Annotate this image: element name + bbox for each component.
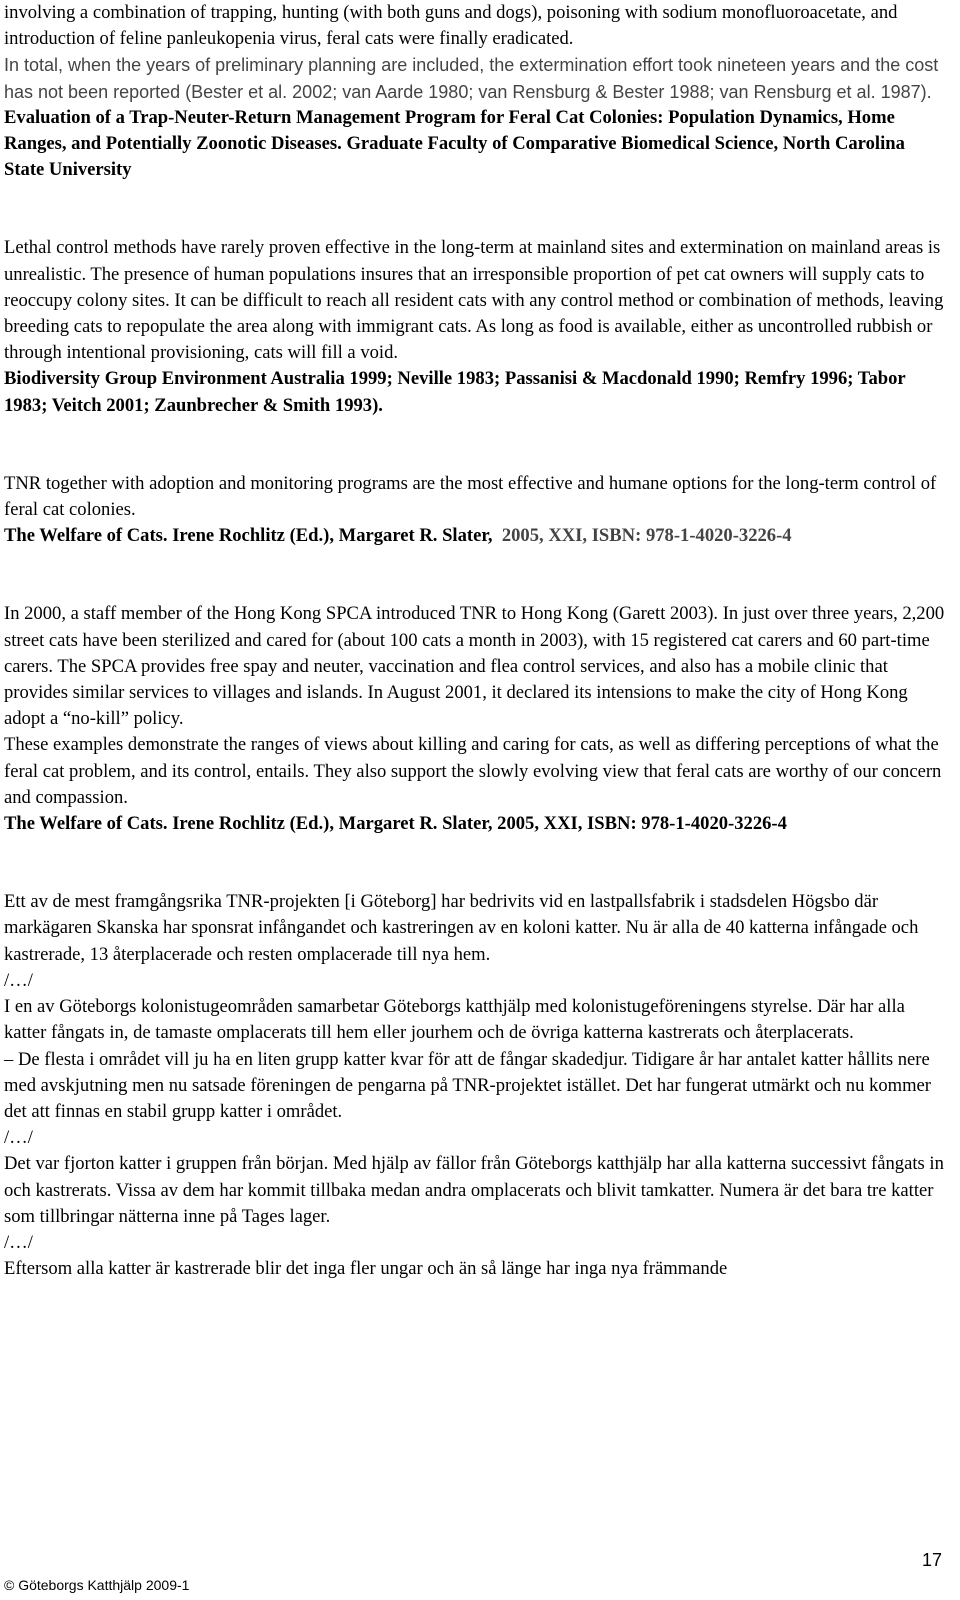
paragraph-lethal-control: Lethal control methods have rarely proven effective in the long-term at mainland sites and extermination on mainland areas is unrealistic. The presence of human populations insures that an irresponsible proportion of pet cat owners will supply cats to reoccupy colony sites. It can be difficult to reach all resident cats with any control method or combination of methods, leaving breeding cats to repopulate the area along with immigrant cats. As long as food is available, either as uncontrolled rubbish or through intentional provisioning, cats will fill a void. <box>4 237 944 364</box>
source-citation-biodiversity: Biodiversity Group Environment Australia 1999; Neville 1983; Passanisi & Macdonald 1990; Remfry 1996; Tabor 1983; Veitch 2001; Zaunbrecher & Smith 1993). <box>4 368 906 416</box>
paragraph-goteborg-tnr: Ett av de mest framgångsrika TNR-projekten [i Göteborg] har bedrivits vid en lastpallsfabrik i stadsdelen Högsbo där markägaren Skanska har sponsrat infångandet och kastreringen av en koloni katter. Nu är alla de 40 katterna infångade och kastrerade, 13 återplacerade och resten omplacerade till nya hem. <box>4 891 919 965</box>
spacer <box>4 837 948 889</box>
source-citation-ncsu: Evaluation of a Trap-Neuter-Return Management Program for Feral Cat Colonies: Population Dynamics, Home Ranges, and Potentially Zoonotic Diseases. Graduate Faculty of Comparative Biomedical Science, North Carolina State University <box>4 106 905 181</box>
source-main: The Welfare of Cats. Irene Rochlitz (Ed.), Margaret R. Slater, <box>4 525 493 547</box>
paragraph-extermination-cost: In total, when the years of preliminary planning are included, the extermination effort took nineteen years and the cost has not been reported (Bester et al. 2002; van Aarde 1980; van Rensburg & Bester 1988; van Rensburg et al. 1987). <box>4 55 939 102</box>
paragraph-hong-kong-spca: In 2000, a staff member of the Hong Kong SPCA introduced TNR to Hong Kong (Garett 2003). In just over three years, 2,200 street cats have been sterilized and cared for (about 100 cats a month in 2003), with 15 registered cat carers and 60 part-time carers. The SPCA provides free spay and neuter, vaccination and flea control services, and also has a mobile clinic that provides similar services to villages and islands. In August 2001, it declared its intensions to make the city of Hong Kong adopt a “no-kill” policy. <box>4 603 945 730</box>
spacer <box>4 419 948 471</box>
paragraph-kolonistuga: I en av Göteborgs kolonistugeområden samarbetar Göteborgs katthjälp med kolonistugeföreningens styrelse. Där har alla katter fångats in, de tamaste omplacerats till hem eller jourhem och de övriga katterna kastrerats och återplacerats. <box>4 996 905 1044</box>
paragraph-kastrerade: Eftersom alla katter är kastrerade blir det inga fler ungar och än så länge har inga nya främmande <box>4 1258 728 1280</box>
ellipsis-3: /…/ <box>4 1231 33 1253</box>
source-isbn: 2005, XXI, ISBN: 978-1-4020-3226-4 <box>501 525 792 547</box>
spacer <box>4 549 948 601</box>
document-page <box>4 0 948 1282</box>
paragraph-quote-skadedjur: – De flesta i området vill ju ha en liten grupp katter kvar för att de fångar skadedjur. Tidigare år har antalet katter hållits nere med avskjutning men nu satsade föreningen de pengarna på TNR-projektet istället. Det har fungerat utmärkt och nu kommer det att finnas en stabil grupp katter i området. <box>4 1048 931 1122</box>
paragraph-views-on-cats: These examples demonstrate the ranges of views about killing and caring for cats, as well as differing perceptions of what the feral cat problem, and its control, entails. They also support the slowly evolving view that feral cats are worthy of our concern and compassion. <box>4 734 942 808</box>
source-citation-welfare-of-cats-1 <box>4 523 948 549</box>
paragraph-fjorton-katter: Det var fjorton katter i gruppen från början. Med hjälp av fällor från Göteborgs katthjälp har alla katterna successivt fångats in och kastrerats. Vissa av dem har kommit tillbaka medan andra omplacerats och blivit tamkatter. Numera är det bara tre katter som tillbringar nätterna inne på Tages lager. <box>4 1153 944 1227</box>
paragraph-eradication: involving a combination of trapping, hunting (with both guns and dogs), poisoning with sodium monofluoroacetate, and introduction of feline panleukopenia virus, feral cats were finally eradicated. <box>4 2 898 50</box>
paragraph-tnr-adoption: TNR together with adoption and monitoring programs are the most effective and humane options for the long-term control of feral cat colonies. <box>4 472 937 521</box>
ellipsis-2: /…/ <box>4 1127 33 1149</box>
footer-copyright: © Göteborgs Katthjälp 2009-1 <box>4 1577 190 1593</box>
ellipsis-1: /…/ <box>4 969 33 991</box>
spacer <box>4 183 948 235</box>
source-citation-welfare-of-cats-2: The Welfare of Cats. Irene Rochlitz (Ed.), Margaret R. Slater, 2005, XXI, ISBN: 978-1-4020-3226-4 <box>4 813 787 835</box>
page-number: 17 <box>921 1550 942 1570</box>
